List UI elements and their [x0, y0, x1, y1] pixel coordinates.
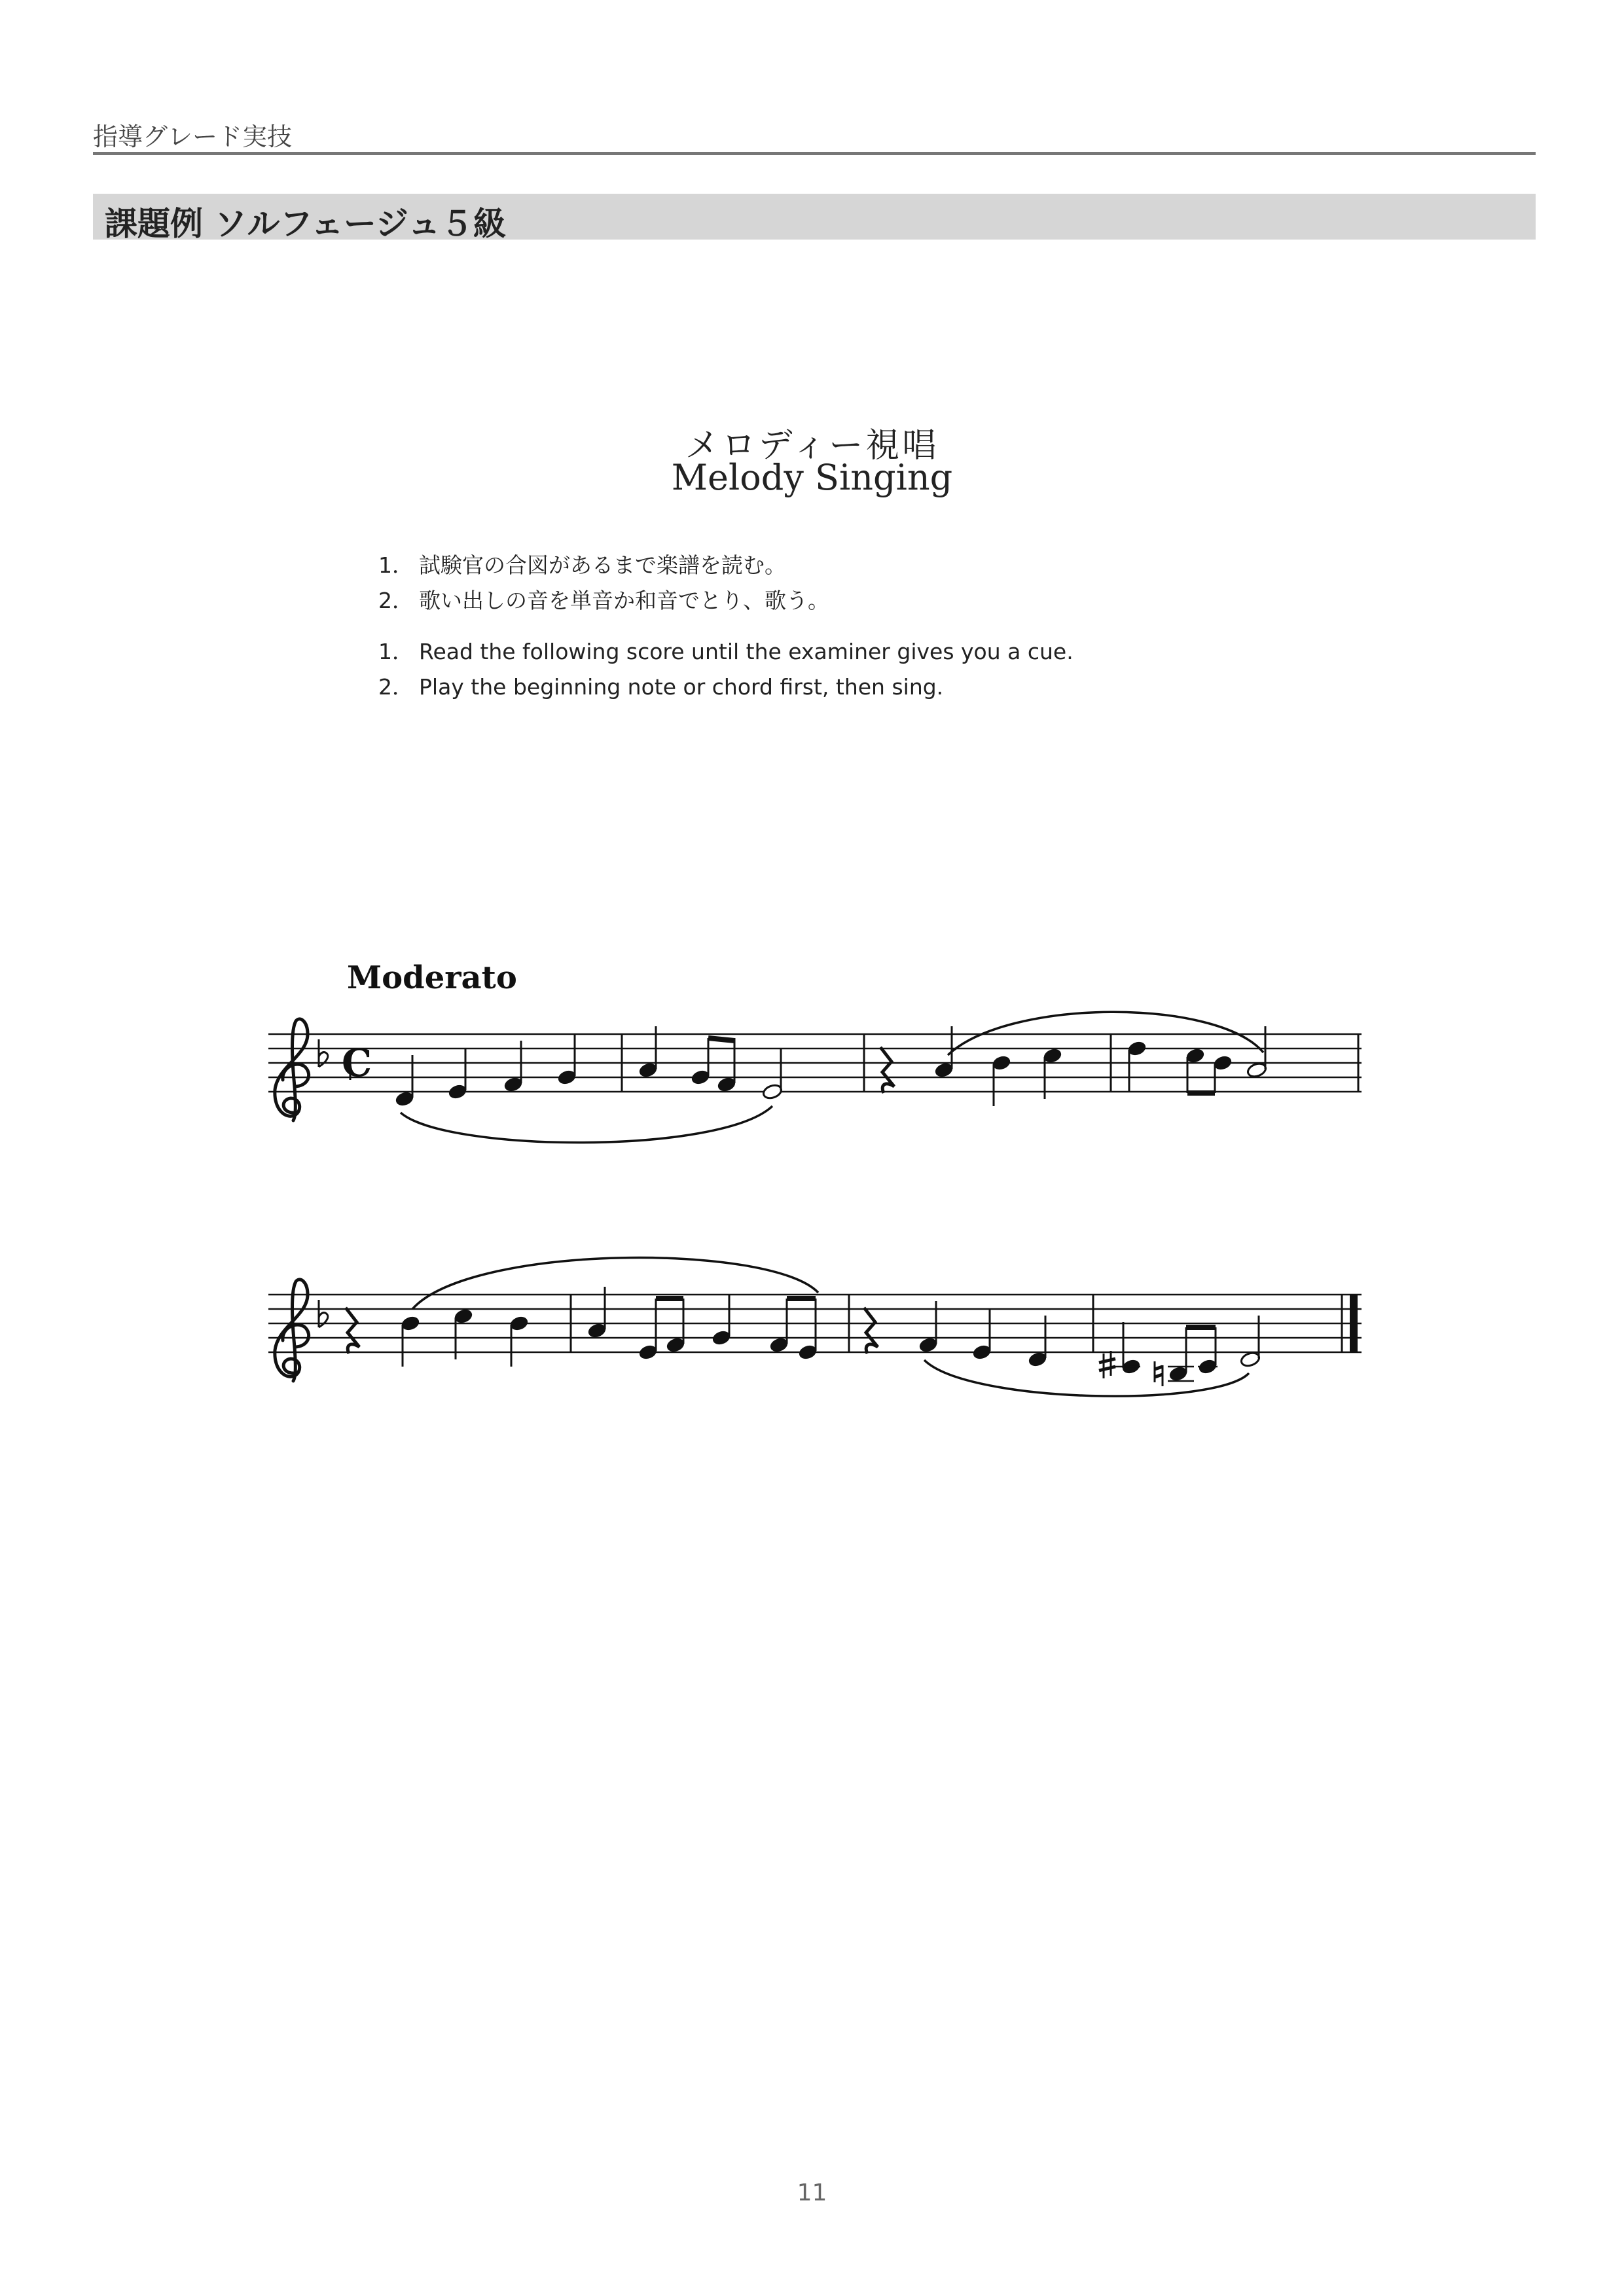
section-title: 課題例 ソルフェージュ５級 — [105, 205, 506, 243]
natural-sign-icon — [1155, 1361, 1163, 1386]
title-japanese: メロディー視唱 — [685, 426, 939, 465]
measure-8 — [1099, 1316, 1261, 1386]
staff-system-1 — [268, 1012, 1362, 1142]
header-label: 指導グレード実技 — [93, 122, 293, 151]
slur-3 — [412, 1258, 818, 1309]
page-number: 11 — [797, 2179, 827, 2206]
instruction-number: 1． — [378, 552, 414, 578]
quarter-rest-icon — [346, 1308, 359, 1354]
instruction-text: 歌い出しの音を単音か和音でとり、歌う。 — [419, 588, 829, 613]
instruction-number: 1． — [378, 639, 414, 664]
instruction-text: Read the following score until the examiner gives you a cue. — [419, 639, 1074, 664]
sharp-sign-icon — [1099, 1351, 1115, 1378]
quarter-rest-icon — [880, 1047, 894, 1093]
tempo-marking: Moderato — [347, 960, 517, 996]
title-english: Melody Singing — [671, 457, 953, 498]
measure-1 — [395, 1033, 577, 1107]
final-barline — [1350, 1295, 1358, 1352]
staff-system-2 — [268, 1258, 1362, 1397]
instruction-text: 試験官の合図があるまで楽譜を読む。 — [419, 552, 786, 578]
common-time-icon: C — [342, 1041, 372, 1085]
measure-4 — [1127, 1026, 1268, 1093]
slur-1 — [401, 1106, 772, 1143]
quarter-rest-icon — [864, 1308, 878, 1354]
measure-7 — [864, 1301, 1047, 1368]
instruction-number: 2． — [378, 588, 414, 613]
instruction-number: 2． — [378, 674, 414, 700]
instruction-text: Play the beginning note or chord first, then sing. — [419, 674, 944, 700]
